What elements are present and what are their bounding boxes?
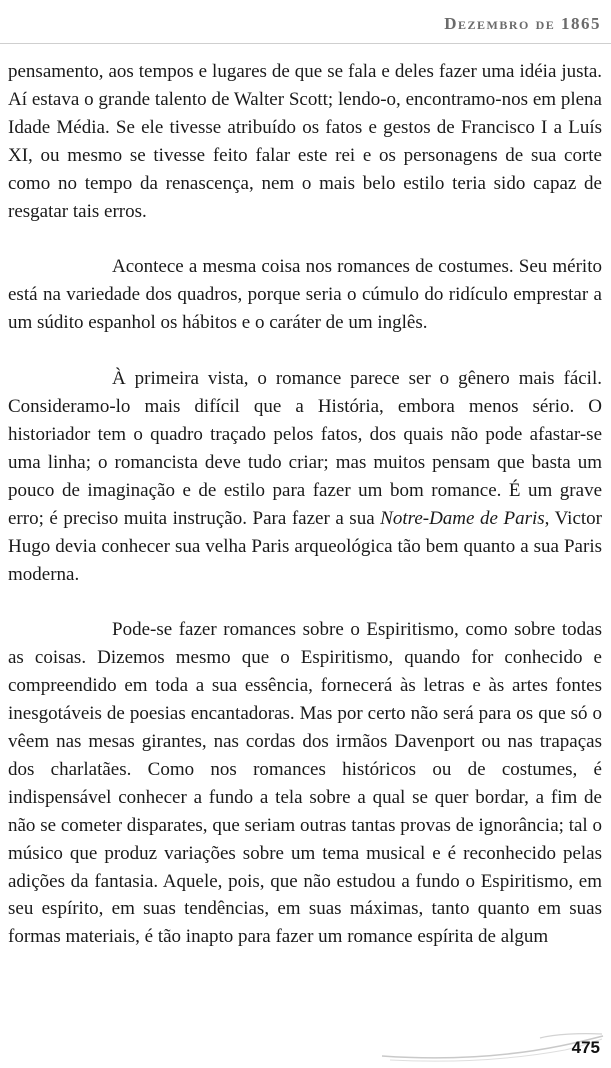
paragraph-3-part-1: À primeira vista, o romance parece ser o gênero mais fácil. Consideramo-lo mais difícil que a História, embora menos sério. O historiador tem o quadro traçado pelos fatos, dos quais não pode afastar-se uma linha; o romancista deve tudo criar; mas muitos pensam que basta um pouco de imaginação e de estilo para fazer um bom romance. É um grave erro; é preciso muita instrução. Para fazer a sua xyxy=(8,368,602,529)
paragraph-1: pensamento, aos tempos e lugares de que se fala e deles fazer uma idéia justa. Aí estava o grande talento de Walter Scott; lendo-o, encontramo-nos em plena Idade Média. Se ele tivesse atribuído os fatos e gestos de Francisco I a Luís XI, ou mesmo se tivesse feito falar este rei e os personagens de sua corte como no tempo da renascença, nem o mais belo estilo teria sido capaz de resgatar tais erros. xyxy=(8,61,602,222)
paragraph-3-part-2: , Victor Hugo devia conhecer sua velha Paris arqueológica tão bem quanto a sua Paris moderna. xyxy=(8,507,602,585)
running-header: Dezembro de 1865 xyxy=(444,14,601,33)
book-title-italic: Notre-Dame de Paris xyxy=(380,507,545,529)
paragraph-3 xyxy=(8,365,602,588)
paragraph-2: Acontece a mesma coisa nos romances de costumes. Seu mérito está na variedade dos quadros, porque seria o cúmulo do ridículo emprestar a um súdito espanhol os hábitos e o caráter de um inglês. xyxy=(8,256,602,334)
header-divider xyxy=(0,43,611,44)
page-body xyxy=(8,58,602,951)
page-number: 475 xyxy=(571,1038,600,1057)
paragraph-4: Pode-se fazer romances sobre o Espiritismo, como sobre todas as coisas. Dizemos mesmo que o Espiritismo, quando for conhecido e compreendido em toda a sua essência, fornecerá às letras e às artes fontes inesgotáveis de poesias encantadoras. Mas por certo não será para os que só o vêem nas mesas girantes, nas cordas dos irmãos Davenport ou nas trapaças dos charlatães. Como nos romances históricos ou de costumes, é indispensável conhecer a fundo a tela sobre a qual se quer bordar, a fim de não se cometer disparates, que seriam outras tantas provas de ignorância; tal o músico que produz variações sobre um tema musical e é reconhecido pelas adições da fantasia. Aquele, pois, que não estudou a fundo o Espiritismo, em seu espírito, em suas tendências, em suas máximas, tanto quanto em suas formas materiais, é tão inapto para fazer um romance espírita de algum xyxy=(8,619,602,948)
